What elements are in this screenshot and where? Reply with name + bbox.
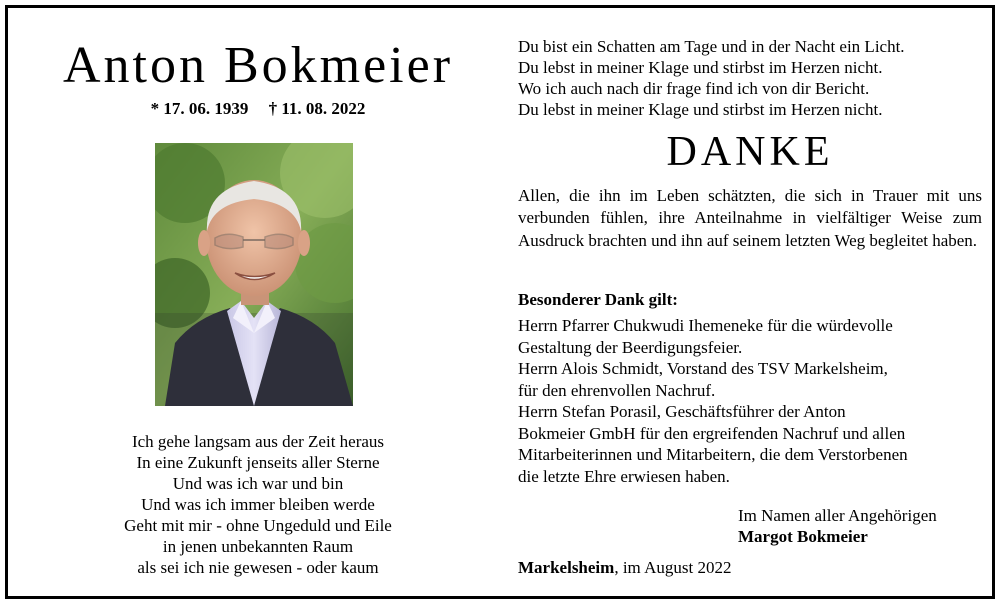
thanks-line: Mitarbeiterinnen und Mitarbeitern, die dem Verstorbenen [518,445,908,464]
thanks-line: Herrn Stefan Porasil, Geschäftsführer der Anton [518,402,846,421]
thanks-line: Bokmeier GmbH für den ergreifenden Nachruf und allen [518,423,906,443]
poem-line: als sei ich nie gewesen - oder kaum [137,558,379,577]
thanks-line: Gestaltung der Beerdigungsfeier. [518,337,743,357]
life-dates [8,98,508,120]
place-date [518,557,731,579]
intro-text: Allen, die ihn im Leben schätzten, die sich in Trauer mit uns verbunden fühlen, ihre Anteilnahme in vielfältiger Weise zum Ausdruck brachten und ihn auf seinem letzten Weg begleitet haben. [518,186,982,250]
signature-name: Margot Bokmeier [738,527,868,546]
birth-date: * 17. 06. 1939 [150,99,249,118]
poem-line: Du lebst in meiner Klage und stirbst im Herzen nicht. [518,100,883,119]
poem-left [8,431,508,578]
poem-line: Und was ich immer bleiben werde [141,495,375,514]
poem-line: Geht mit mir - ohne Ungeduld und Eile [124,516,392,535]
signature-block [738,505,937,547]
portrait-photo [155,143,353,406]
special-thanks-title: Besonderer Dank gilt: [518,290,678,309]
signature-line: Im Namen aller Angehörigen [738,506,937,525]
poem-line: in jenen unbekannten Raum [162,537,354,556]
deceased-name: Anton Bokmeier [62,37,454,94]
death-date: † 11. 08. 2022 [268,99,366,118]
poem-line: Du bist ein Schatten am Tage und in der Nacht ein Licht. [518,37,905,56]
danke-heading: DANKE [666,129,834,175]
poem-line: Und was ich war und bin [172,474,344,493]
place-name: Markelsheim [518,558,615,577]
poem-line: Du lebst in meiner Klage und stirbst im Herzen nicht. [518,58,883,77]
thanks-line: Herrn Alois Schmidt, Vorstand des TSV Markelsheim, [518,359,888,378]
obituary-frame [5,5,995,599]
poem-line: Ich gehe langsam aus der Zeit heraus [131,432,385,451]
poem-line: In eine Zukunft jenseits aller Sterne [136,453,380,472]
left-column [8,8,508,596]
thanks-line: die letzte Ehre erwiesen haben. [518,466,730,486]
poem-right [518,36,905,120]
special-thanks-list [518,315,982,487]
thanks-line: für den ehrenvollen Nachruf. [518,380,716,400]
date-text: , im August 2022 [614,558,732,577]
right-column [518,8,982,596]
poem-line: Wo ich auch nach dir frage find ich von dir Bericht. [518,79,870,98]
thanks-line: Herrn Pfarrer Chukwudi Ihemeneke für die würdevolle [518,316,893,335]
